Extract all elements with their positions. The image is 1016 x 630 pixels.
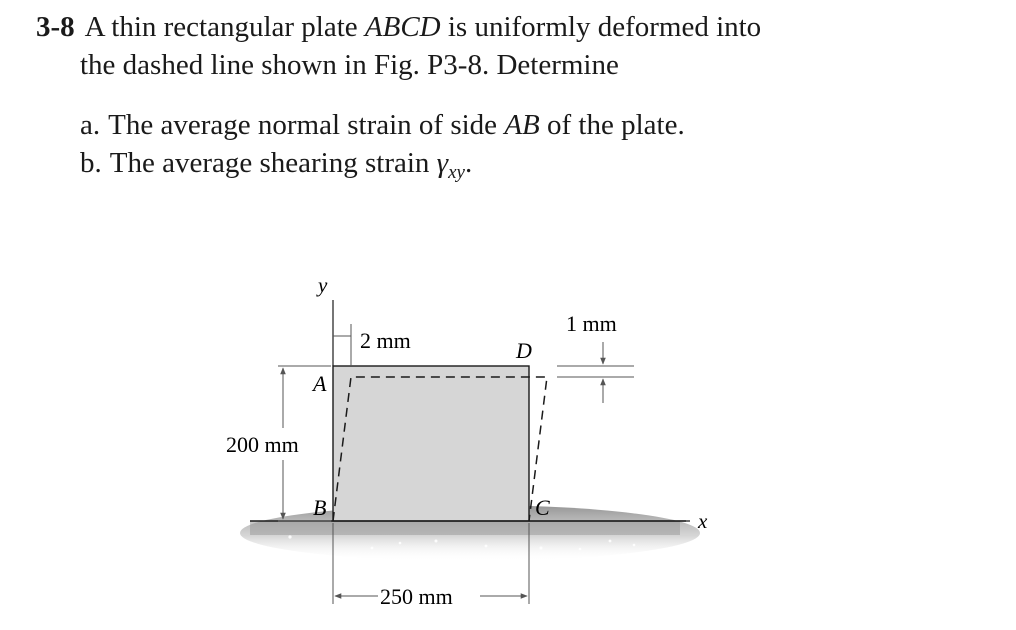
dim-2mm-label: 2 mm bbox=[360, 328, 411, 353]
part-a-label: a. bbox=[80, 109, 101, 141]
corner-label-b: B bbox=[313, 495, 327, 520]
corner-label-a: A bbox=[313, 371, 327, 396]
problem-number: 3-8 bbox=[36, 11, 75, 43]
statement-text: A thin rectangular plate bbox=[84, 11, 365, 43]
x-axis-label: x bbox=[698, 509, 708, 533]
plate-original bbox=[333, 366, 529, 521]
part-b-period: . bbox=[464, 147, 473, 179]
ground-band bbox=[250, 521, 680, 535]
corner-label-d: D bbox=[516, 338, 532, 363]
dim-1mm-label: 1 mm bbox=[566, 311, 617, 336]
y-axis-label: y bbox=[318, 273, 328, 297]
dim-200mm-label: 200 mm bbox=[226, 432, 299, 457]
statement-text-cont: is uniformly deformed into bbox=[440, 11, 762, 43]
statement-line-2: the dashed line shown in Fig. P3-8. Determine bbox=[80, 49, 619, 81]
dim-250mm-label: 250 mm bbox=[380, 584, 453, 609]
part-b-text: The average shearing strain bbox=[109, 147, 437, 179]
corner-label-c: C bbox=[535, 495, 550, 520]
gamma-subscript: xy bbox=[448, 162, 465, 183]
part-a-text-end: of the plate. bbox=[539, 109, 685, 141]
side-ab: AB bbox=[504, 109, 540, 141]
part-b-label: b. bbox=[80, 147, 102, 179]
plate-name: ABCD bbox=[364, 11, 441, 43]
part-a-text: The average normal strain of side bbox=[108, 109, 505, 141]
gamma-symbol: $\gamma_{xy}$ bbox=[436, 147, 465, 183]
